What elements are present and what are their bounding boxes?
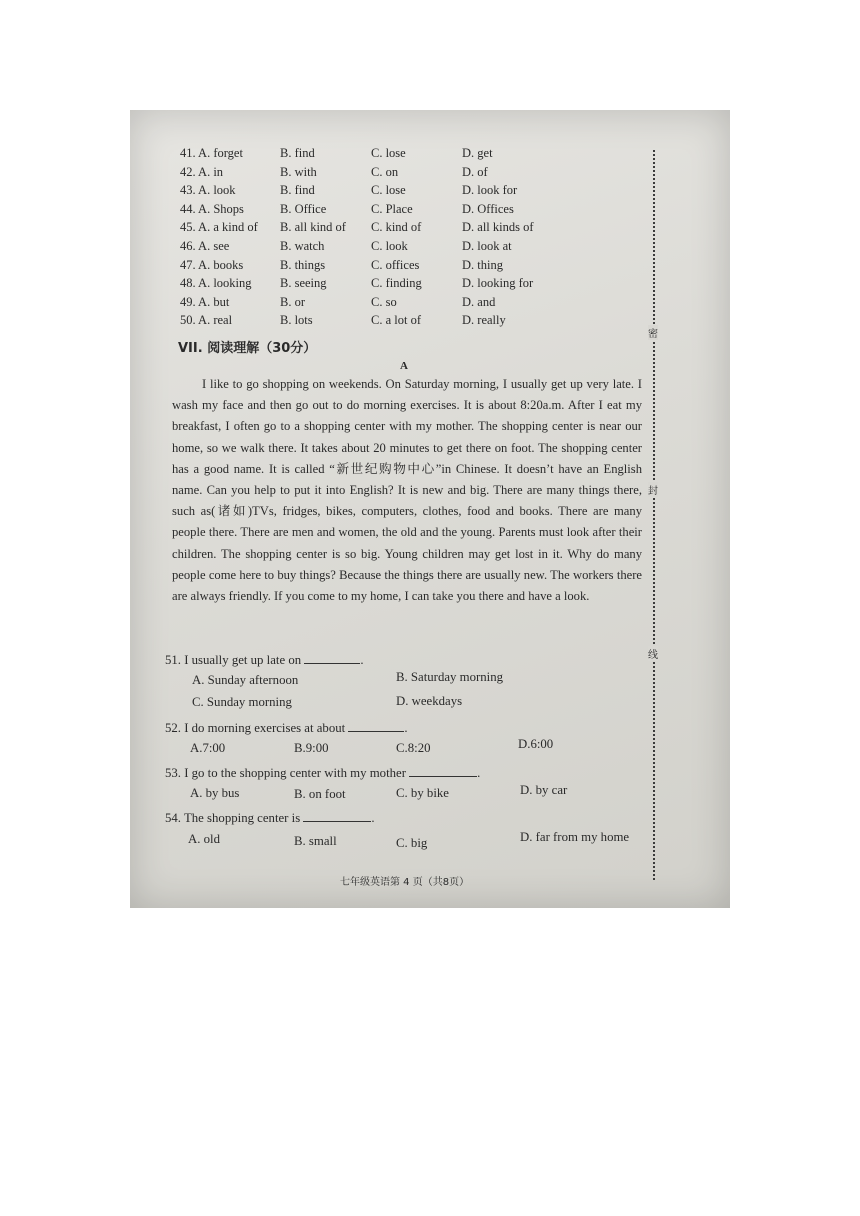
option-d: D. looking for — [462, 276, 534, 291]
option-row — [180, 313, 600, 332]
option-c: C. on — [371, 164, 399, 179]
option-d: D. look for — [462, 183, 518, 198]
option-b: B. find — [280, 146, 315, 160]
option-c: C. so — [371, 294, 397, 309]
section-heading: VII. 阅读理解（30分） — [178, 341, 317, 356]
answer-option: C. big — [396, 836, 428, 850]
answer-option: D. far from my home — [520, 830, 630, 844]
option-c: C. kind of — [371, 220, 422, 235]
part-label: A — [400, 360, 408, 372]
option-c: C. look — [371, 238, 408, 253]
option-c: C. finding — [371, 276, 422, 291]
option-row — [180, 183, 600, 202]
answer-blank[interactable] — [348, 719, 404, 732]
option-a: 42. A. in — [180, 164, 224, 179]
option-row — [180, 295, 600, 314]
option-row — [180, 276, 600, 295]
question-54 — [165, 809, 375, 826]
binding-mark-close: 封 — [648, 482, 658, 497]
answer-option: A. old — [188, 832, 220, 846]
binding-mark-line: 线 — [648, 646, 658, 661]
question-stem: 53. I go to the shopping center with my mother — [165, 766, 406, 780]
option-c: C. Place — [371, 201, 413, 216]
question-end: . — [477, 766, 481, 780]
question-stem: 51. I usually get up late on — [165, 653, 302, 667]
option-a: 43. A. look — [180, 183, 236, 198]
question-51 — [165, 651, 364, 668]
answer-blank[interactable] — [409, 764, 477, 777]
option-a: 46. A. see — [180, 238, 230, 253]
option-a: 44. A. Shops — [180, 201, 244, 216]
option-row — [180, 258, 600, 277]
answer-blank[interactable] — [304, 651, 360, 664]
answer-option: B.9:00 — [294, 741, 329, 755]
option-row — [180, 239, 600, 258]
option-d: D. look at — [462, 238, 512, 253]
answer-option: A. Sunday afternoon — [192, 673, 299, 687]
option-c: C. offices — [371, 257, 420, 272]
option-a: 45. A. a kind of — [180, 220, 258, 235]
question-end: . — [360, 653, 364, 667]
answer-blank[interactable] — [303, 809, 371, 822]
option-row — [180, 202, 600, 221]
answer-option: C.8:20 — [396, 741, 431, 755]
option-b: B. all kind of — [280, 220, 346, 235]
option-d: D. Offices — [462, 201, 514, 216]
option-d: D. of — [462, 164, 488, 179]
option-a: 50. A. real — [180, 313, 233, 328]
binding-dotted-line — [653, 150, 655, 880]
question-stem: 52. I do morning exercises at about — [165, 721, 346, 735]
option-b: B. lots — [280, 313, 313, 328]
option-b: B. seeing — [280, 276, 327, 291]
option-d: D. and — [462, 294, 496, 309]
answer-option: B. small — [294, 834, 337, 848]
answer-option: D. weekdays — [396, 694, 463, 708]
question-52 — [165, 719, 408, 736]
option-a: 49. A. but — [180, 294, 230, 309]
option-d: D. get — [462, 146, 493, 160]
answer-option: D. by car — [520, 783, 568, 797]
option-row — [180, 220, 600, 239]
answer-option: A.7:00 — [190, 741, 226, 755]
binding-mark-seal: 密 — [648, 325, 658, 340]
option-d: D. thing — [462, 257, 503, 272]
option-row — [180, 146, 600, 165]
option-a: 47. A. books — [180, 257, 244, 272]
answer-option: C. Sunday morning — [192, 695, 292, 709]
answer-option: C. by bike — [396, 786, 449, 800]
answer-option: B. on foot — [294, 787, 346, 801]
exam-page-photo — [130, 110, 730, 908]
option-d: D. really — [462, 313, 506, 328]
option-c: C. lose — [371, 146, 406, 160]
option-a: 48. A. looking — [180, 276, 252, 291]
question-stem: 54. The shopping center is — [165, 811, 301, 825]
question-end: . — [371, 811, 375, 825]
answer-option: B. Saturday morning — [396, 670, 503, 684]
option-row — [180, 165, 600, 184]
option-c: C. lose — [371, 183, 406, 198]
option-b: B. find — [280, 183, 315, 198]
option-b: B. with — [280, 164, 317, 179]
option-a: 41. A. forget — [180, 146, 243, 160]
page-footer: 七年级英语第 4 页（共8页） — [340, 877, 470, 888]
option-c: C. a lot of — [371, 313, 421, 328]
answer-option: D.6:00 — [518, 737, 554, 751]
question-53 — [165, 764, 480, 781]
cloze-options-table — [180, 146, 600, 332]
answer-option: A. by bus — [190, 786, 240, 800]
question-end: . — [404, 721, 408, 735]
option-b: B. watch — [280, 238, 325, 253]
option-b: B. things — [280, 257, 326, 272]
option-b: B. Office — [280, 201, 327, 216]
option-d: D. all kinds of — [462, 220, 534, 235]
option-b: B. or — [280, 294, 305, 309]
reading-passage: I like to go shopping on weekends. On Saturday morning, I usually get up very late. I wash my face and then go out to do morning exercises. It is about 8:20a.m. After I eat my breakfast, I often go to a shopping center with my mother. The shopping center is near our home, so we walk there. It takes about 20 minutes to get there on foot. The shopping center has a good name. It is called “新世纪购物中心”in Chinese. It doesn’t have an English name. Can you help to put it into English? It is new and big. There are many things there, such as(诸如)TVs, fridges, bikes, computers, clothes, food and books. There are many people there. There are men and women, the old and the young. Parents must look after their children. The shopping center is so big. Young children may get lost in it. Why do many people come here to buy things? Because the things there are usually new. The workers there are always friendly. If you come to my home, I can take you there and have a look. — [172, 377, 642, 604]
